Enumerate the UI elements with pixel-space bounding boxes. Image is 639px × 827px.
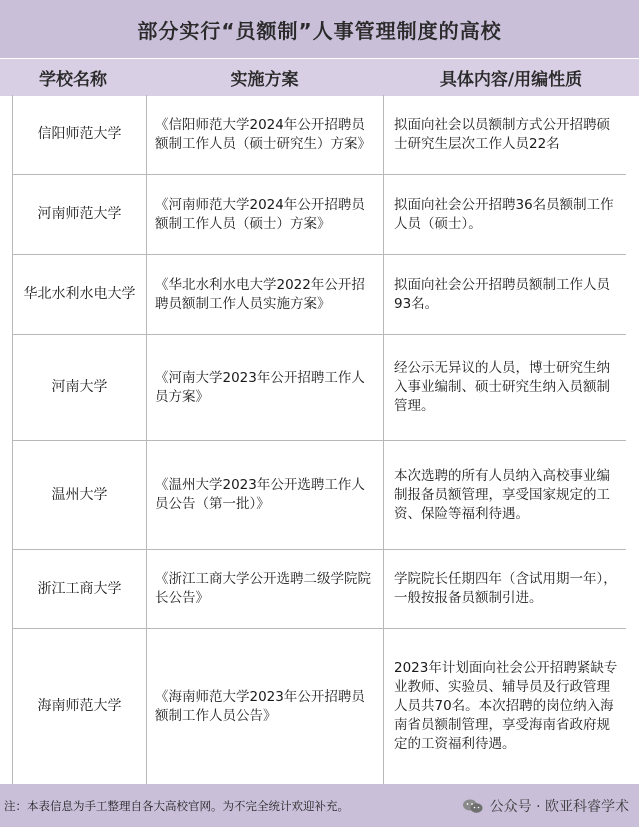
- plan-title: 《海南师范大学2023年公开招聘员额制工作人员公告》: [147, 629, 384, 784]
- plan-title: 《浙江工商大学公开选聘二级学院院长公告》: [147, 550, 384, 628]
- school-name: 浙江工商大学: [13, 550, 147, 628]
- school-name: 信阳师范大学: [13, 95, 147, 174]
- plan-title: 《河南师范大学2024年公开招聘员额制工作人员（硕士）方案》: [147, 175, 384, 254]
- school-name: 河南师范大学: [13, 175, 147, 254]
- footnote: 注：本表信息为手工整理自各大高校官网。为不完全统计欢迎补充。: [4, 798, 349, 813]
- table-header: [0, 58, 639, 96]
- universities-table: [12, 95, 626, 784]
- plan-title: 《河南大学2023年公开招聘工作人员方案》: [147, 335, 384, 440]
- watermark: [462, 796, 629, 816]
- school-name: 海南师范大学: [13, 629, 147, 784]
- header-school: 学校名称: [39, 70, 107, 90]
- content-text: 拟面向社会公开招聘员额制工作人员93名。: [394, 276, 610, 312]
- table-row: [13, 629, 626, 784]
- content-text: 学院院长任期四年（含试用期一年），一般按报备员额制引进。: [394, 571, 617, 606]
- content-text: 本次选聘的所有人员纳入高校事业编制报备员额管理，享受国家规定的工资、保险等福利待遇。: [394, 467, 610, 522]
- header-content: 具体内容/用编性质: [439, 70, 583, 90]
- footer-bar: [0, 784, 639, 827]
- plan-title: 《温州大学2023年公开选聘工作人员公告（第一批）》: [147, 441, 384, 549]
- header-plan: 实施方案: [230, 70, 299, 90]
- school-name: 华北水利水电大学: [13, 255, 147, 334]
- watermark-text: 公众号 · 欧亚科睿学术: [489, 798, 629, 815]
- plan-title: 《信阳师范大学2024年公开招聘员额制工作人员（硕士研究生）方案》: [147, 95, 384, 174]
- table-row: [13, 550, 626, 629]
- table-row: [13, 255, 626, 335]
- wechat-icon: [462, 798, 484, 814]
- content-text: 2023年计划面向社会公开招聘紧缺专业教师、实验员、辅导员及行政管理人员共70名。本次招聘的岗位纳入海南省员额制管理，享受海南省政府规定的工资福利待遇。: [394, 660, 618, 752]
- school-name: 河南大学: [13, 335, 147, 440]
- page-title: 部分实行“员额制”人事管理制度的高校: [0, 0, 639, 58]
- table-row: [13, 335, 626, 441]
- table-row: [13, 441, 626, 550]
- table-row: [13, 175, 626, 255]
- content-text: 拟面向社会公开招聘36名员额制工作人员（硕士）。: [394, 196, 614, 232]
- content-text: 拟面向社会以员额制方式公开招聘硕士研究生层次工作人员22名: [394, 116, 610, 152]
- plan-title: 《华北水利水电大学2022年公开招聘员额制工作人员实施方案》: [147, 255, 384, 334]
- content-text: 经公示无异议的人员，博士研究生纳入事业编制、硕士研究生纳入员额制管理。: [394, 360, 610, 414]
- table-row: [13, 95, 626, 175]
- school-name: 温州大学: [13, 441, 147, 549]
